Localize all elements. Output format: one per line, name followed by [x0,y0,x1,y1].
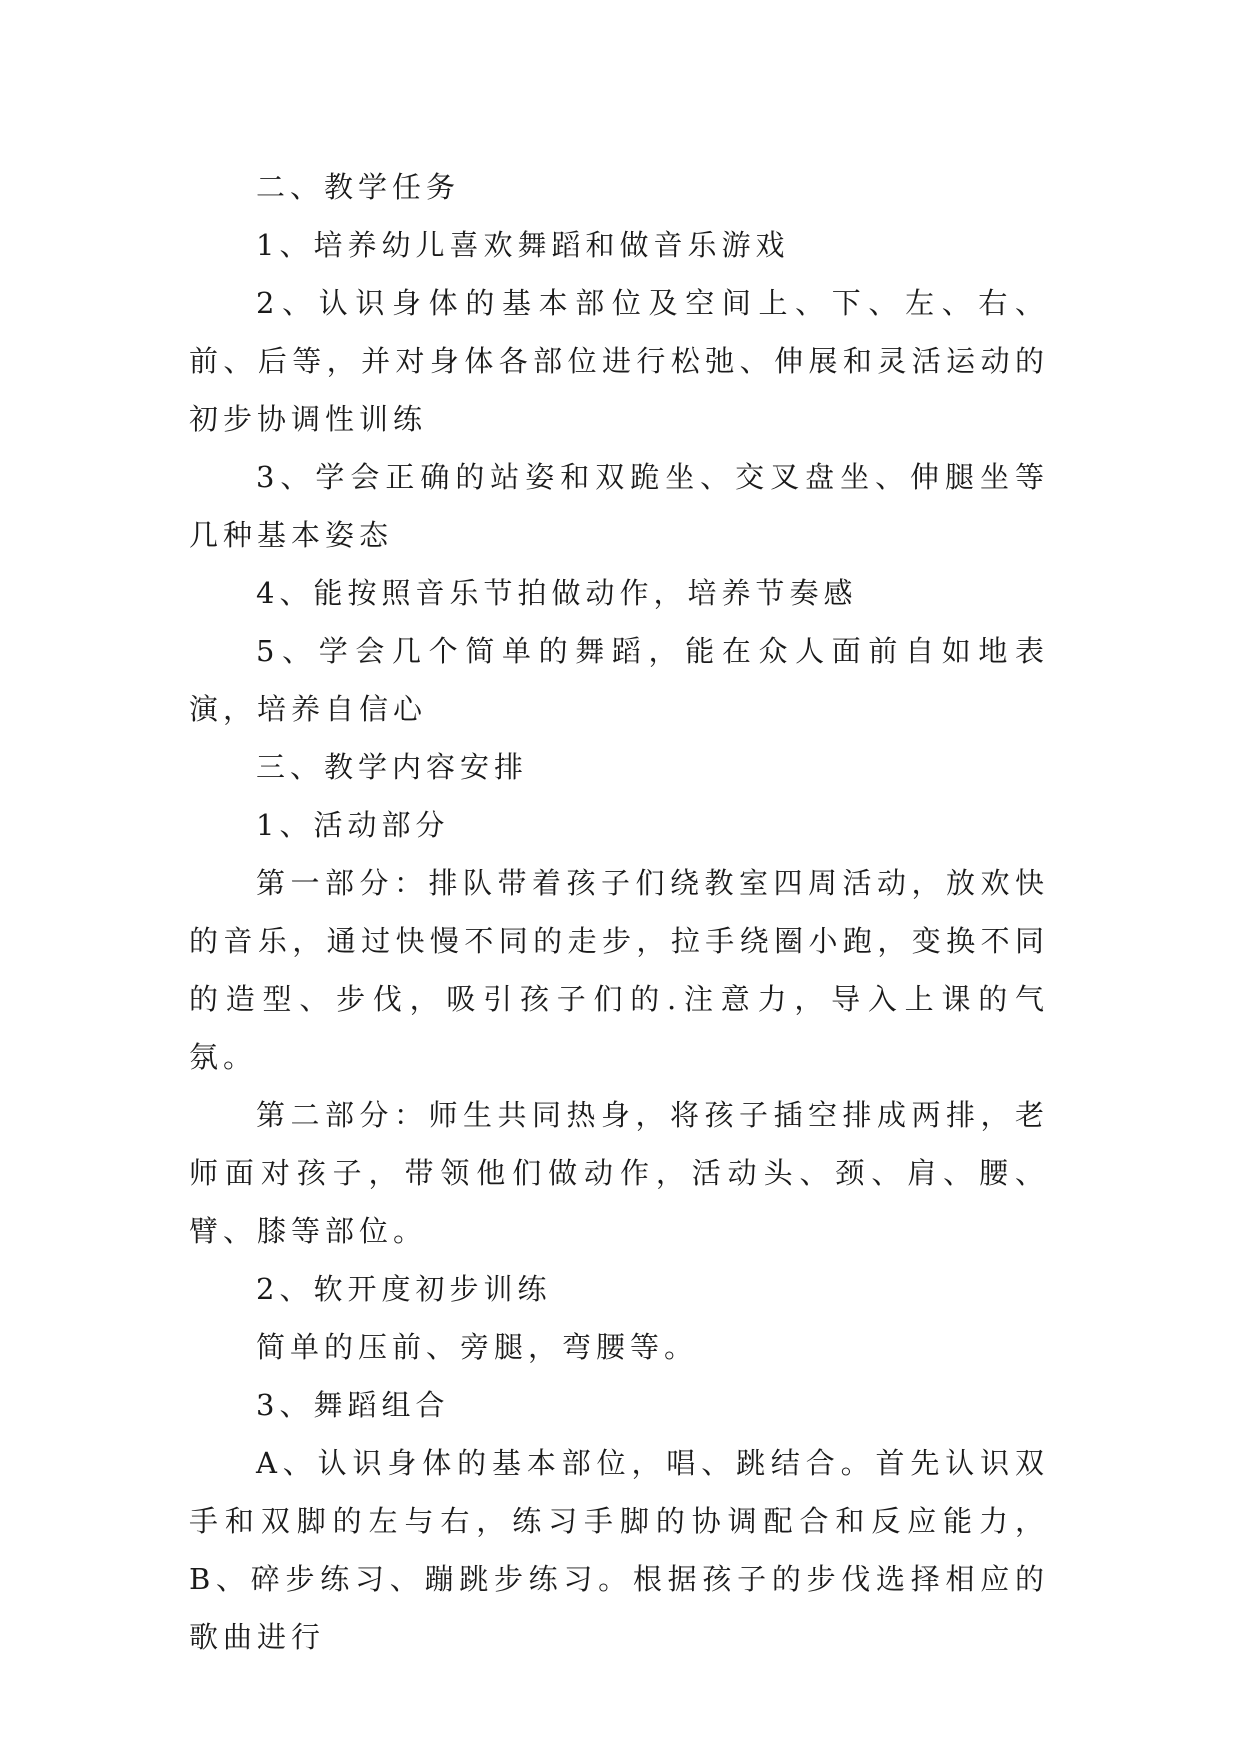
list-item: 5、学会几个简单的舞蹈，能在众人面前自如地表演，培养自信心 [189,634,1049,726]
paragraph: A、认识身体的基本部位，唱、跳结合。首先认识双手和双脚的左与右，练习手脚的协调配合和反应能力，B、碎步练习、蹦跳步练习。根据孩子的步伐选择相应的歌曲进行 [189,1446,1049,1654]
subheading: 3、舞蹈组合 [256,1388,450,1422]
document-body [189,158,1049,1666]
paragraph: 第二部分：师生共同热身，将孩子插空排成两排，老师面对孩子，带领他们做动作，活动头、颈、肩、腰、臂、膝等部位。 [189,1098,1049,1248]
paragraph: 简单的压前、旁腿，弯腰等。 [256,1330,699,1364]
list-item: 2、认识身体的基本部位及空间上、下、左、右、前、后等，并对身体各部位进行松弛、伸展和灵活运动的初步协调性训练 [189,286,1049,436]
heading-teaching-tasks: 二、教学任务 [256,170,461,204]
subheading: 1、活动部分 [256,808,450,842]
list-item: 3、学会正确的站姿和双跪坐、交叉盘坐、伸腿坐等几种基本姿态 [189,460,1049,552]
list-item: 1、培养幼儿喜欢舞蹈和做音乐游戏 [256,228,790,262]
heading-teaching-content: 三、教学内容安排 [256,750,529,784]
subheading: 2、软开度初步训练 [256,1272,552,1306]
list-item: 4、能按照音乐节拍做动作，培养节奏感 [256,576,858,610]
paragraph: 第一部分：排队带着孩子们绕教室四周活动，放欢快的音乐，通过快慢不同的走步，拉手绕圈小跑，变换不同的造型、步伐，吸引孩子们的.注意力，导入上课的气氛。 [189,866,1049,1074]
